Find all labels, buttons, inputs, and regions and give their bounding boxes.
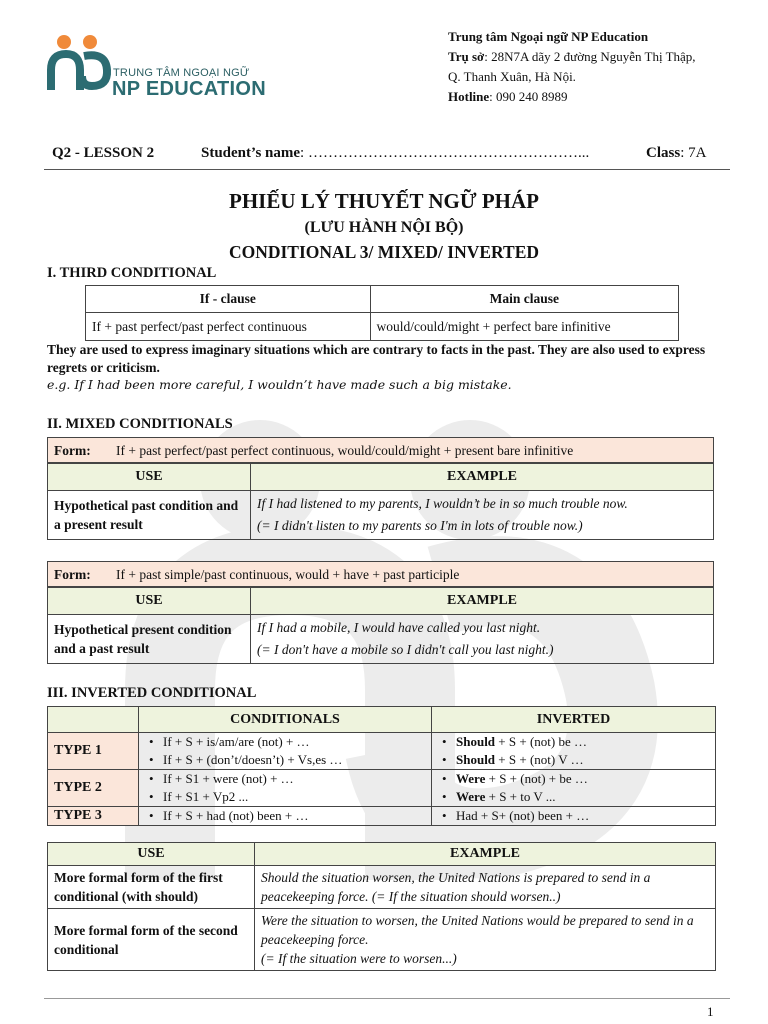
hotline-value: : 090 240 8989 <box>489 89 568 104</box>
inverted-uses-table <box>47 842 716 971</box>
class-label: Class <box>646 145 681 161</box>
third-conditional-table <box>85 285 679 341</box>
use-cell: Hypothetical past condition and a present result <box>48 491 251 540</box>
form-text: If + past perfect/past perfect continuous, would/could/might + present bare infinitive <box>116 443 574 458</box>
example-header: EXAMPLE <box>255 843 716 866</box>
hotline-label: Hotline <box>448 89 490 104</box>
logo-name: NP EDUCATION <box>112 78 266 100</box>
form-row <box>47 437 714 463</box>
example-line: If I had a mobile, I would have called you last night. <box>257 620 541 635</box>
list-item: • If + S + had (not) been + … <box>163 807 425 825</box>
page-title: PHIẾU LÝ THUYẾT NGỮ PHÁP <box>229 189 539 213</box>
form-text: If + past simple/past continuous, would + have + past participle <box>116 567 460 582</box>
example-line: Were the situation to worsen, the United Nations would be prepared to send in a peacekeeping force. <box>261 913 694 947</box>
inversion-rest: + S + (not) V … <box>495 752 584 767</box>
conditionals-cell <box>139 770 432 807</box>
mixed-block-2 <box>47 561 714 664</box>
inversion-rest: + S + (not) be … <box>495 734 587 749</box>
inversion-word: Were <box>456 789 486 804</box>
address-line1: : 28N7A dãy 2 đường Nguyễn Thị Thập, <box>484 49 696 64</box>
list-item <box>456 733 709 751</box>
use-header: USE <box>48 843 255 866</box>
footer-divider <box>44 998 730 999</box>
conditionals-cell <box>139 733 432 770</box>
section-mixed-conditionals-title: II. MIXED CONDITIONALS <box>47 416 233 432</box>
table-cell: If + past perfect/past perfect continuous <box>86 313 371 341</box>
page-subtitle: (LƯU HÀNH NỘI BỘ) <box>304 219 464 236</box>
use-cell: Hypothetical present condition and a past result <box>48 615 251 664</box>
list-item <box>456 788 709 806</box>
list-item: • If + S + (don’t/doesn’t) + Vs,es … <box>163 751 425 769</box>
list-item: • If + S1 + Vp2 ... <box>163 788 425 806</box>
inverted-cell <box>432 807 716 826</box>
page-topic: CONDITIONAL 3/ MIXED/ INVERTED <box>228 242 540 262</box>
type-cell: TYPE 3 <box>48 807 139 826</box>
type-cell: TYPE 2 <box>48 770 139 807</box>
list-item: • If + S1 + were (not) + … <box>163 770 425 788</box>
center-info <box>448 27 696 107</box>
inversion-word: Should <box>456 734 496 749</box>
list-item <box>456 751 709 769</box>
inverted-cell <box>432 770 716 807</box>
use-header: USE <box>48 464 251 491</box>
table-header-empty <box>48 707 139 733</box>
address-line2: Q. Thanh Xuân, Hà Nội. <box>448 69 576 84</box>
example-cell <box>255 909 716 971</box>
table-cell: would/could/might + perfect bare infinitive <box>370 313 678 341</box>
lesson-code: Q2 - LESSON 2 <box>52 145 155 161</box>
example-header: EXAMPLE <box>251 588 714 615</box>
section-inverted-conditional-title: III. INVERTED CONDITIONAL <box>47 685 257 701</box>
example-cell <box>251 491 714 540</box>
example-line: (= I don't have a mobile so I didn't call you last night.) <box>257 642 554 657</box>
third-conditional-example: e.g. If I had been more careful, I wouldn’t have made such a big mistake. <box>47 377 512 392</box>
form-row <box>47 561 714 587</box>
list-item <box>456 770 709 788</box>
inversion-word: Should <box>456 752 496 767</box>
list-item: • Had + S+ (not) been + … <box>456 807 709 825</box>
example-line: (= I didn't listen to my parents so I'm in lots of trouble now.) <box>257 518 583 533</box>
use-cell: More formal form of the first conditional (with should) <box>48 866 255 909</box>
inversion-rest: + S + to V ... <box>485 789 556 804</box>
mixed-table <box>47 587 714 664</box>
mixed-block-1 <box>47 437 714 540</box>
use-cell: More formal form of the second conditional <box>48 909 255 971</box>
student-name-label: Student’s name <box>201 145 301 161</box>
example-header: EXAMPLE <box>251 464 714 491</box>
inverted-table <box>47 706 716 826</box>
example-line: If I had listened to my parents, I wouldn’t be in so much trouble now. <box>257 496 628 511</box>
header-divider <box>44 169 730 170</box>
third-conditional-note: They are used to express imaginary situations which are contrary to facts in the past. They are also used to express regrets or criticism. <box>47 342 706 375</box>
form-label: Form: <box>54 567 91 582</box>
type-cell: TYPE 1 <box>48 733 139 770</box>
address-label: Trụ sở <box>448 49 485 64</box>
center-name: Trung tâm Ngoại ngữ NP Education <box>448 29 649 44</box>
class-value: : 7A <box>680 145 707 161</box>
use-header: USE <box>48 588 251 615</box>
section-third-conditional-title: I. THIRD CONDITIONAL <box>47 265 217 281</box>
example-line: (= If the situation were to worsen...) <box>261 951 457 966</box>
table-header: CONDITIONALS <box>139 707 432 733</box>
example-cell <box>251 615 714 664</box>
page-number: 1 <box>707 1004 714 1019</box>
list-item: • If + S + is/am/are (not) + … <box>163 733 425 751</box>
conditionals-cell <box>139 807 432 826</box>
inversion-word: Were <box>456 771 486 786</box>
mixed-table <box>47 463 714 540</box>
table-header: If - clause <box>86 286 371 313</box>
inverted-cell <box>432 733 716 770</box>
table-header: INVERTED <box>432 707 716 733</box>
table-header: Main clause <box>370 286 678 313</box>
inversion-rest: + S + (not) + be … <box>485 771 588 786</box>
student-name-blank: : ………………………………………………... <box>300 145 590 161</box>
form-label: Form: <box>54 443 91 458</box>
example-cell: Should the situation worsen, the United Nations is prepared to send in a peacekeeping force. (= If the situation should worsen..) <box>255 866 716 909</box>
logo-tagline: TRUNG TÂM NGOẠI NGỮ <box>113 67 250 79</box>
